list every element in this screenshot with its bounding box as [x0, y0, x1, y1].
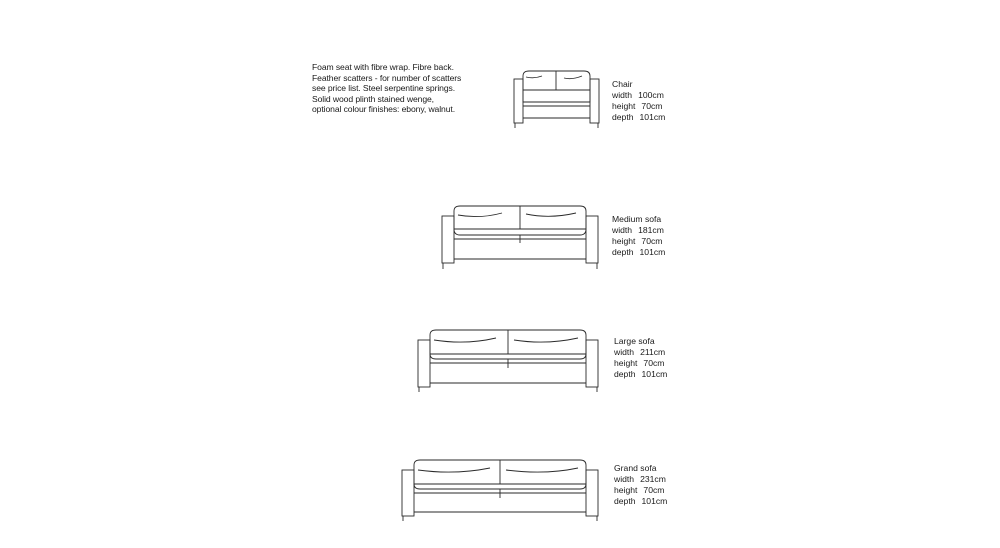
product-description: Foam seat with fibre wrap. Fibre back. Feather scatters - for number of scatters see price list. Steel serpentine springs. Solid wood plinth stained wenge, optional colour finishes: ebony, walnut.	[312, 62, 462, 115]
chair-height: height 70cm	[612, 101, 663, 111]
grand-sofa-name: Grand sofa	[614, 463, 657, 473]
medium-sofa-illustration	[440, 203, 600, 271]
chair-drawing	[512, 68, 602, 132]
chair-specs	[612, 79, 665, 123]
large-sofa-specs	[614, 336, 667, 380]
medium-sofa-width: width 181cm	[612, 225, 664, 235]
grand-sofa-width: width 231cm	[614, 474, 666, 484]
grand-sofa-specs	[614, 463, 667, 507]
grand-sofa-depth: depth 101cm	[614, 496, 668, 506]
large-sofa-illustration	[416, 328, 600, 394]
chair-name: Chair	[612, 79, 633, 89]
medium-sofa-height: height 70cm	[612, 236, 663, 246]
medium-sofa-specs	[612, 214, 665, 258]
chair-illustration	[512, 68, 602, 132]
large-sofa-height: height 70cm	[614, 358, 665, 368]
large-sofa-drawing	[416, 328, 600, 394]
grand-sofa-drawing	[400, 458, 600, 522]
medium-sofa-name: Medium sofa	[612, 214, 662, 224]
large-sofa-name: Large sofa	[614, 336, 655, 346]
large-sofa-width: width 211cm	[614, 347, 666, 357]
large-sofa-depth: depth 101cm	[614, 369, 668, 379]
chair-width: width 100cm	[612, 90, 664, 100]
grand-sofa-illustration	[400, 458, 600, 522]
medium-sofa-drawing	[440, 203, 600, 271]
medium-sofa-depth: depth 101cm	[612, 247, 666, 257]
grand-sofa-height: height 70cm	[614, 485, 665, 495]
chair-depth: depth 101cm	[612, 112, 666, 122]
